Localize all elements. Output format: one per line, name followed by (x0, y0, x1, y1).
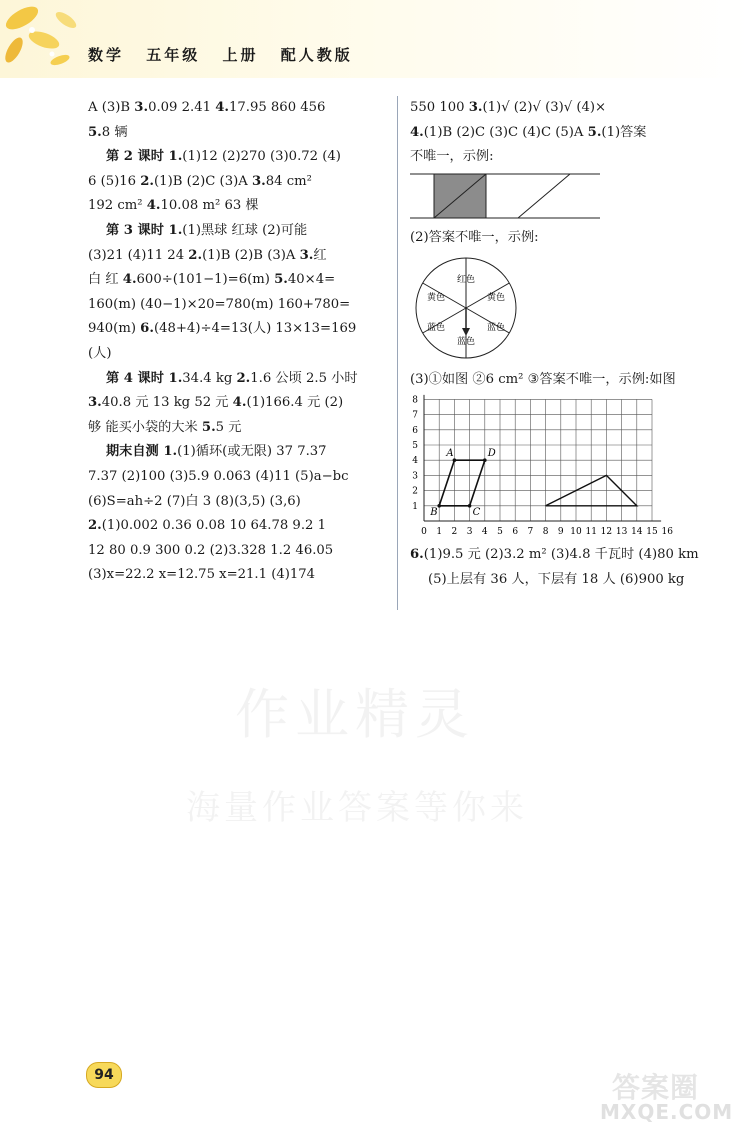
answer-line (88, 367, 378, 392)
answer-text: 84 cm² (265, 173, 312, 189)
answer-text: (1)答案 (601, 124, 647, 140)
answer-text: A (3)B (88, 100, 135, 115)
answer-line (88, 244, 378, 269)
spinner-label: 蓝色 (486, 323, 506, 334)
answer-number: 4. (215, 100, 229, 115)
spinner-label: 蓝色 (426, 323, 446, 334)
spinner-label: 黄色 (426, 293, 446, 304)
x-tick-label: 10 (570, 526, 582, 537)
y-tick-label: 2 (412, 486, 418, 497)
watermark-text: 作业精灵 (235, 683, 475, 746)
answer-line (410, 121, 710, 146)
answer-line (88, 539, 378, 564)
parallelogram-shape (439, 460, 485, 506)
answer-number: 3. (88, 395, 102, 411)
answer-line (88, 96, 378, 121)
answer-number: 5. (274, 272, 288, 288)
answer-text: 红 (313, 247, 327, 263)
answer-text: (3)x=22.2 x=12.75 x=21.1 (4)174 (88, 567, 316, 583)
answer-text: 白 红 (88, 272, 123, 288)
answer-text: 192 cm² (88, 198, 147, 214)
answer-number: 3. (251, 173, 266, 189)
answer-text: (1)166.4 元 (2) (246, 395, 344, 411)
answer-line (410, 145, 710, 170)
answer-number: 1. (168, 370, 183, 386)
y-tick-label: 7 (412, 410, 418, 421)
answer-text: 940(m) (88, 321, 141, 337)
answer-line (88, 490, 378, 515)
y-tick-label: 1 (412, 501, 418, 512)
answer-number: 2. (88, 518, 102, 534)
answer-text: 550 100 (410, 100, 469, 115)
x-tick-label: 12 (600, 526, 613, 537)
answer-text: (1)9.5 元 (2)3.2 m² (3)4.8 千瓦时 (4)80 km (423, 546, 699, 562)
answer-number: 第 3 课时 (106, 222, 169, 238)
answer-text: (6)S=ah÷2 (7)白 3 (8)(3,5) (3,6) (88, 493, 301, 509)
answer-line (88, 293, 378, 318)
answer-text: 8 辆 (101, 124, 128, 140)
answer-text: 不唯一，示例: (410, 149, 494, 165)
answer-number: 2. (188, 247, 203, 263)
y-tick-label: 5 (412, 440, 418, 451)
answer-number: 2. (140, 173, 155, 189)
spinner-pointer-head (462, 328, 470, 336)
vertex-label: D (487, 448, 496, 460)
answer-number: 3. (468, 100, 483, 115)
vertex-point (483, 458, 487, 462)
answer-text: 600÷(101−1)=6(m) (136, 272, 275, 288)
answer-line (410, 543, 710, 568)
x-tick-label: 5 (497, 526, 503, 537)
answer-line (410, 368, 710, 393)
header-edition: 配人教版 (280, 46, 353, 64)
x-tick-label: 11 (585, 526, 597, 537)
answer-text: (48+4)÷4=13(人) 13×13=169 (153, 321, 357, 337)
watermark-subtext: 海量作业答案等你来 (186, 788, 528, 828)
spinner-label: 黄色 (486, 293, 506, 304)
answer-line (88, 563, 378, 588)
answer-number: 2. (236, 370, 251, 386)
answer-line (88, 121, 378, 146)
answer-text: (2)答案不唯一，示例: (410, 229, 539, 245)
spinner-label: 红色 (456, 275, 476, 286)
answer-text: 6 (5)16 (88, 173, 141, 189)
answer-number: 期末自测 (106, 444, 164, 460)
x-tick-label: 0 (421, 526, 427, 537)
answer-text: 40.8 元 13 kg 52 元 (101, 395, 233, 411)
answer-line (88, 219, 378, 244)
x-tick-label: 16 (661, 526, 673, 537)
answer-text: 0.09 2.41 (148, 100, 216, 115)
answer-text: 34.4 kg (182, 370, 237, 386)
x-tick-label: 14 (631, 526, 643, 537)
answer-line (88, 440, 378, 465)
answer-number: 第 2 课时 (106, 149, 169, 165)
site-logo: 答案圈 (612, 1071, 700, 1104)
y-tick-label: 3 (412, 471, 418, 482)
spinner-label: 蓝色 (456, 337, 476, 348)
answer-number: 4. (122, 272, 137, 288)
answer-line (88, 317, 378, 342)
answer-number: 4. (232, 395, 247, 411)
answer-text: (人) (88, 345, 112, 361)
answer-number: 3. (134, 100, 149, 115)
answer-line (410, 226, 710, 251)
answer-line (88, 391, 378, 416)
answer-text: 17.95 860 456 (228, 100, 326, 115)
y-tick-label: 4 (412, 456, 418, 467)
answer-text: (1)循环(或无限) 37 7.37̇ (177, 444, 327, 460)
header-subject: 数学 (88, 46, 125, 64)
x-tick-label: 9 (557, 526, 564, 537)
vertex-point (468, 504, 472, 508)
answer-text: 40×4= (287, 272, 336, 288)
answer-number: 6. (140, 321, 154, 337)
answer-text: 1.6 公顷 2.5 小时 (250, 370, 358, 386)
answer-text: (1)B (2)B (3)A (202, 247, 300, 263)
answer-number: 第 4 课时 (106, 370, 169, 386)
column-divider (397, 96, 398, 610)
answer-text: (3)①如图 ②6 cm² ③答案不唯一，示例:如图 (410, 372, 676, 388)
answer-text: 12 80 0.9 300 0.2 (2)3.328 1.2 46.05 (88, 542, 334, 558)
answer-text: 10.08 m² 63 棵 (160, 198, 259, 214)
answer-text: (3)21 (4)11 24 (88, 247, 189, 263)
answer-line (88, 342, 378, 367)
answer-number: 5. (88, 124, 102, 140)
answer-text: 够 能买小袋的大米 (88, 419, 202, 435)
vertex-point (437, 504, 441, 508)
answers-left-column (88, 96, 378, 588)
answer-line (88, 416, 378, 441)
vertex-label: C (472, 506, 481, 518)
parallelogram-figure (410, 170, 610, 226)
answer-line (410, 96, 710, 121)
page-number: 94 (86, 1062, 122, 1088)
x-tick-label: 1 (436, 526, 443, 537)
x-tick-label: 4 (481, 526, 488, 537)
answer-line (88, 145, 378, 170)
answer-text: 7.37 (2)100 (3)5.9 0.063 (4)11 (5)a−bc (88, 468, 349, 484)
answer-text: (1)黑球 红球 (2)可能 (182, 222, 308, 238)
answer-number: 6. (410, 546, 424, 562)
header-volume: 上册 (222, 46, 259, 64)
x-tick-label: 6 (512, 526, 519, 537)
y-tick-label: 8 (412, 395, 418, 406)
answer-number: 3. (299, 247, 314, 263)
answer-text: (1)12 (2)270 (3)0.72 (4) (182, 149, 341, 165)
answer-line (88, 194, 378, 219)
answer-number: 1. (168, 149, 183, 165)
answer-text: (5)上层有 36 人，下层有 18 人 (6)900 kg (428, 571, 685, 587)
x-tick-label: 2 (451, 526, 458, 537)
answer-number: 1. (168, 222, 183, 238)
answer-number: 4. (410, 124, 424, 140)
answer-line (88, 514, 378, 539)
site-logo-url: MXQE.COM (600, 1100, 734, 1124)
answer-line (88, 170, 378, 195)
vertex-label: A (446, 448, 454, 460)
answer-number: 1. (163, 444, 178, 460)
answer-line (88, 268, 378, 293)
answer-text: 5 元 (215, 419, 242, 435)
answer-number: 5. (587, 124, 602, 140)
y-tick-label: 6 (412, 425, 418, 436)
x-tick-label: 7 (527, 526, 534, 537)
answer-line (88, 465, 378, 490)
answers-right-column (410, 96, 710, 592)
answer-text: (1)0.002 0.36 0.08 10 64.78 9.2 1 (101, 518, 326, 534)
header-grade: 五年级 (146, 46, 201, 64)
answer-text: (1)√ (2)√ (3)√ (4)× (482, 100, 607, 115)
answer-text: (1)B (2)C (3)C (4)C (5)A (423, 124, 588, 140)
decorative-leaves-icon (0, 0, 110, 78)
answer-text: (1)B (2)C (3)A (154, 173, 252, 189)
x-tick-label: 13 (615, 526, 628, 537)
x-tick-label: 8 (542, 526, 549, 537)
x-tick-label: 3 (466, 526, 473, 537)
header-band (0, 0, 750, 78)
answer-line (410, 568, 710, 593)
coordinate-grid (410, 393, 680, 543)
answer-text: 160(m) (40−1)×20=780(m) 160+780= (88, 296, 351, 312)
answer-number: 4. (146, 198, 161, 214)
answer-number: 5. (201, 419, 216, 435)
spinner-figure (410, 250, 530, 368)
x-tick-label: 15 (646, 526, 658, 537)
vertex-label: B (430, 506, 438, 518)
page-header-title (88, 44, 367, 65)
